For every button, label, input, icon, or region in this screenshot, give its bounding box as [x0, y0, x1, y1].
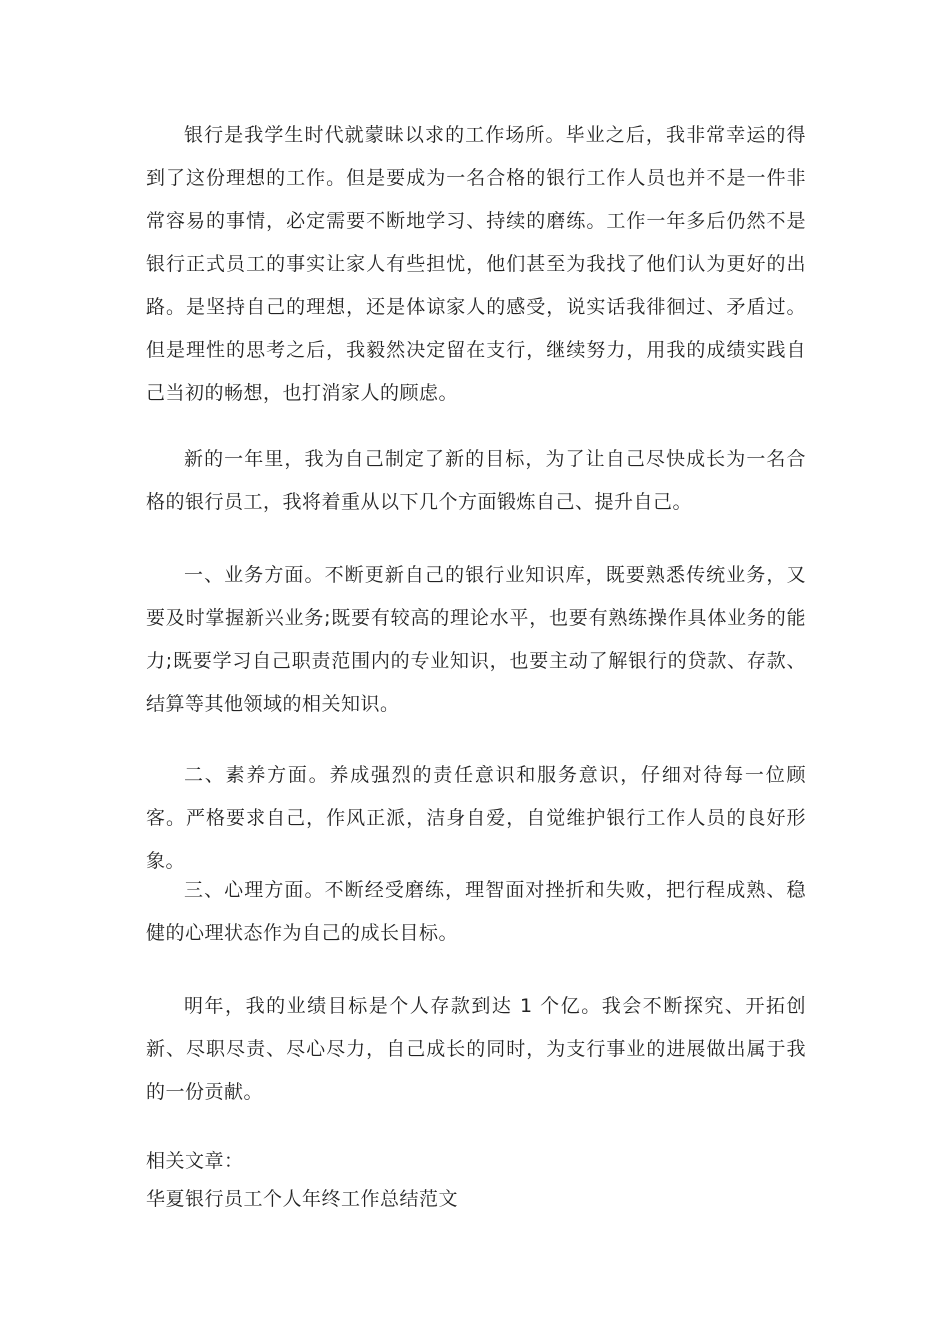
related-articles-label: 相关文章： [146, 1150, 244, 1172]
paragraph-quality: 二、素养方面。养成强烈的责任意识和服务意识，仔细对待每一位顾客。严格要求自己，作风正派，洁身自爱，自觉维护银行工作人员的良好形象。 [146, 764, 806, 872]
paragraph-psychology: 三、心理方面。不断经受磨练，理智面对挫折和失败，把行程成熟、稳健的心理状态作为自己的成长目标。 [146, 879, 806, 944]
related-article-link[interactable]: 华夏银行员工个人年终工作总结范文 [146, 1188, 459, 1210]
paragraph-business: 一、业务方面。不断更新自己的银行业知识库，既要熟悉传统业务，又要及时掌握新兴业务;既要有较高的理论水平，也要有熟练操作具体业务的能力;既要学习自己职责范围内的专业知识，也要主动了解银行的贷款、存款、结算等其他领域的相关知识。 [146, 564, 806, 715]
paragraph-performance-goal: 明年，我的业绩目标是个人存款到达 1 个亿。我会不断探究、开拓创新、尽职尽责、尽心尽力，自己成长的同时，为支行事业的进展做出属于我的一份贡献。 [146, 995, 806, 1103]
paragraph-intro: 银行是我学生时代就蒙昧以求的工作场所。毕业之后，我非常幸运的得到了这份理想的工作。但是要成为一名合格的银行工作人员也并不是一件非常容易的事情，必定需要不断地学习、持续的磨练。工作一年多后仍然不是银行正式员工的事实让家人有些担忧，他们甚至为我找了他们认为更好的出路。是坚持自己的理想，还是体谅家人的感受，说实话我徘徊过、矛盾过。但是理性的思考之后，我毅然决定留在支行，继续努力，用我的成绩实践自己当初的畅想，也打消家人的顾虑。 [146, 124, 806, 404]
paragraph-new-year-goals: 新的一年里，我为自己制定了新的目标，为了让自己尽快成长为一名合格的银行员工，我将着重从以下几个方面锻炼自己、提升自己。 [146, 448, 806, 513]
